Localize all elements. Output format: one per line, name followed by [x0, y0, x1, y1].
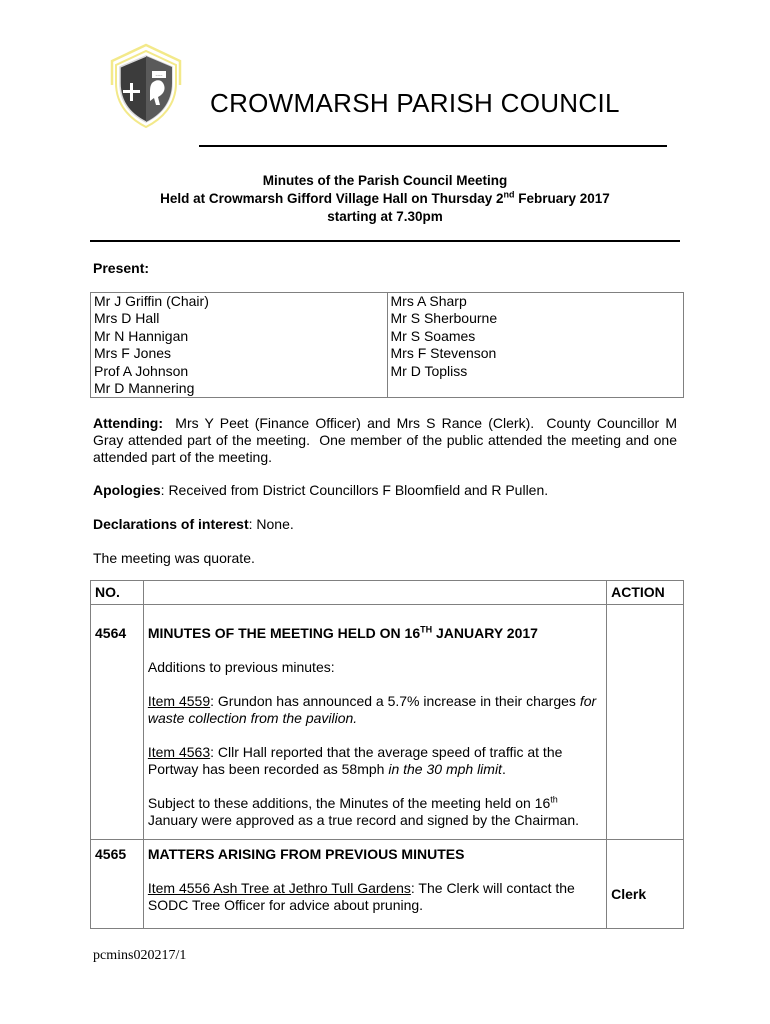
- item-content: [143, 840, 606, 929]
- item-paragraph: Item 4563: Cllr Hall reported that the average speed of traffic at the Portway has been recorded as 58mph in the 30 mph limit.: [147, 744, 563, 777]
- item-reference: Item 4563: [147, 744, 211, 760]
- column-header-no: NO.: [91, 581, 144, 605]
- item-reference: Item 4559: [147, 693, 211, 709]
- apologies-text: : Received from District Councillors F Bloomfield and R Pullen.: [160, 482, 549, 498]
- present-column-right: [387, 293, 684, 398]
- present-member: Mr D Mannering: [94, 380, 195, 397]
- present-table: [90, 292, 684, 398]
- apologies-paragraph: [93, 482, 677, 499]
- meeting-title: Minutes of the Parish Council Meeting: [262, 173, 508, 188]
- item-action: [607, 605, 684, 840]
- column-header-action: ACTION: [607, 581, 684, 605]
- item-paragraph: Item 4556 Ash Tree at Jethro Tull Gardens: The Clerk will contact the SODC Tree Officer for advice about pruning.: [147, 880, 575, 913]
- attending-label: Attending:: [93, 415, 163, 431]
- meeting-location: Held at Crowmarsh Gifford Village Hall on Thursday 2nd February 2017: [160, 189, 610, 206]
- page-footer: pcmins020217/1: [93, 948, 187, 963]
- minute-item-row: [91, 840, 684, 929]
- declarations-label: Declarations of interest: [93, 516, 249, 532]
- meeting-start-time: starting at 7.30pm: [327, 209, 443, 224]
- item-paragraph: Subject to these additions, the Minutes of the meeting held on 16th January were approved as a true record and signed by the Chairman.: [147, 794, 579, 828]
- present-member: Mr J Griffin (Chair): [94, 293, 209, 309]
- declarations-text: : None.: [248, 516, 294, 532]
- present-member: Prof A Johnson: [94, 362, 189, 379]
- item-number: 4564: [91, 605, 144, 840]
- svg-text:~~~: ~~~: [155, 72, 163, 78]
- quorate-statement: The meeting was quorate.: [93, 550, 255, 566]
- present-member: Mr N Hannigan: [94, 327, 189, 344]
- council-title: CROWMARSH PARISH COUNCIL: [210, 88, 620, 118]
- item-content: [143, 605, 606, 840]
- heading-rule: [90, 240, 680, 242]
- minutes-header-row: [91, 581, 684, 605]
- present-member: Mr S Sherbourne: [390, 310, 498, 327]
- item-number: 4565: [91, 840, 144, 929]
- present-member: Mrs D Hall: [94, 310, 160, 327]
- item-paragraph: Item 4559: Grundon has announced a 5.7% increase in their charges for waste collection from the pavilion.: [147, 693, 597, 726]
- item-reference: Item 4556 Ash Tree at Jethro Tull Gardens: [147, 880, 411, 896]
- title-rule: [199, 145, 667, 147]
- apologies-label: Apologies: [93, 482, 161, 498]
- column-header-blank: [143, 581, 606, 605]
- attending-text: Mrs Y Peet (Finance Officer) and Mrs S Rance (Clerk). County Councillor M Gray attended part of the meeting. One member of the public attended the meeting and one attended part of the meeting.: [93, 415, 681, 465]
- attending-paragraph: [93, 415, 681, 466]
- present-member: Mrs F Jones: [94, 345, 172, 362]
- meeting-heading: [90, 172, 680, 226]
- item-title: MATTERS ARISING FROM PREVIOUS MINUTES: [147, 846, 465, 862]
- present-member: Mr S Soames: [390, 327, 476, 344]
- minute-item-row: [91, 605, 684, 840]
- declarations-paragraph: [93, 516, 677, 533]
- present-member: Mrs A Sharp: [390, 293, 467, 309]
- parish-crest-logo: [106, 43, 186, 129]
- item-intro: Additions to previous minutes:: [147, 659, 335, 675]
- item-action: Clerk: [607, 840, 684, 929]
- item-title: MINUTES OF THE MEETING HELD ON 16TH JANUARY 2017: [147, 624, 538, 641]
- present-member: Mrs F Stevenson: [390, 345, 497, 362]
- present-label: Present:: [93, 260, 150, 276]
- present-member: Mr D Topliss: [390, 362, 468, 379]
- minutes-table: [90, 580, 684, 929]
- present-column-left: [91, 293, 388, 398]
